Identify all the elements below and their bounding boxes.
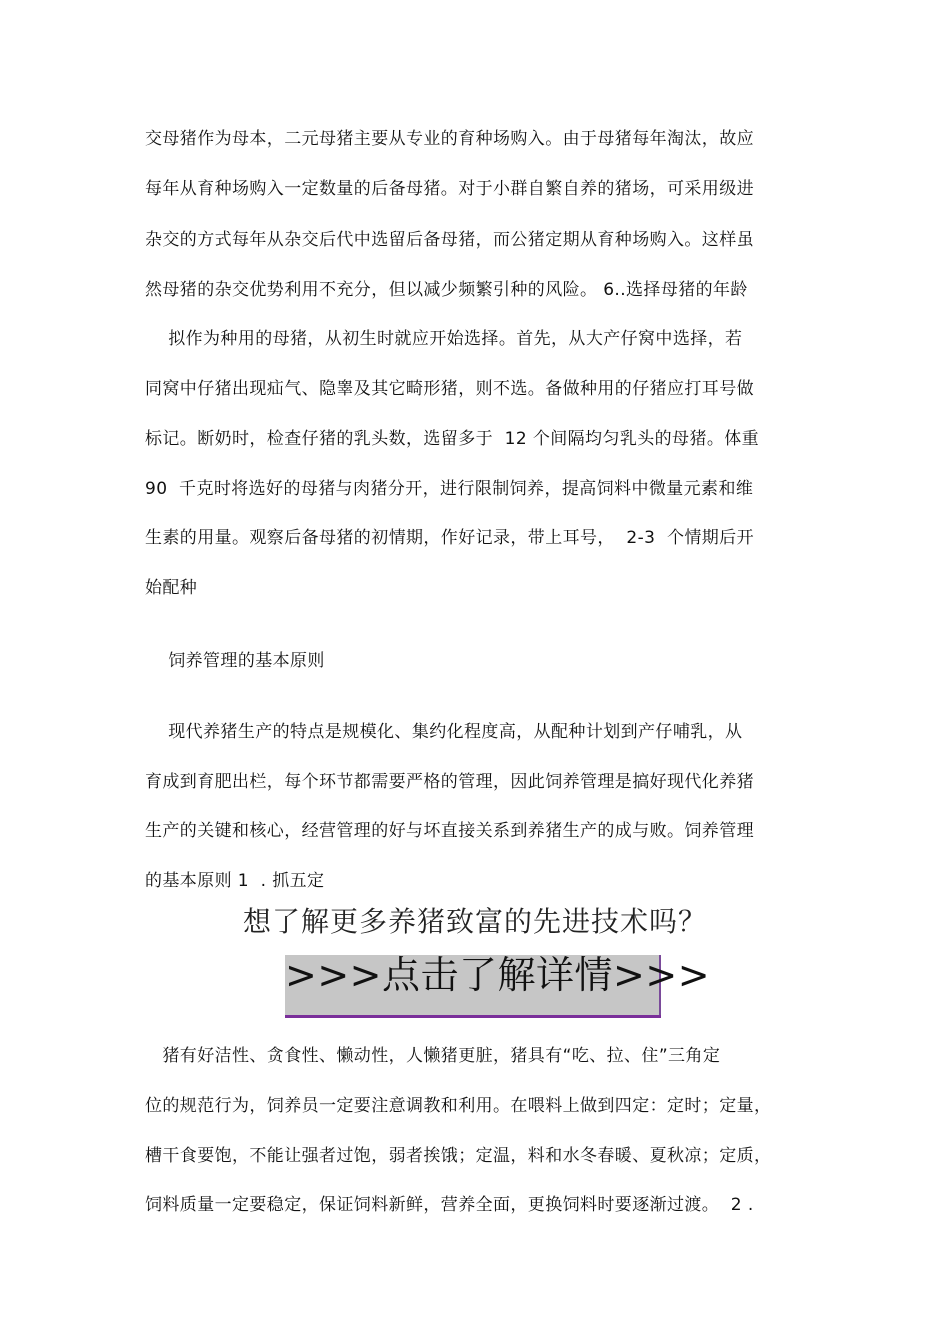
- paragraph-2-line-2: 同窝中仔猪出现疝气、隐睾及其它畸形猪，则不选。备做种用的仔猪应打耳号做: [145, 379, 754, 399]
- promo-underline: [285, 1015, 661, 1018]
- learn-more-button[interactable]: [285, 953, 711, 1017]
- paragraph-2-line-5: 生素的用量。观察后备母猪的初情期，作好记录，带上耳号， 2-3 个情期后开: [145, 528, 754, 548]
- paragraph-4-line-4: 饲料质量一定要稳定，保证饲料新鲜，营养全面，更换饲料时要逐渐过渡。 2 .: [145, 1195, 754, 1215]
- paragraph-4-line-2: 位的规范行为，饲养员一定要注意调教和利用。在喂料上做到四定：定时；定量，: [145, 1096, 772, 1116]
- promo-title: 想了解更多养猪致富的先进技术吗？: [242, 905, 707, 938]
- section-heading: 饲养管理的基本原则: [145, 651, 325, 671]
- paragraph-3-line-1: 现代养猪生产的特点是规模化、集约化程度高，从配种计划到产仔哺乳，从: [145, 722, 743, 742]
- paragraph-3-line-4: 的基本原则 1 . 抓五定: [145, 871, 325, 891]
- paragraph-2-line-1: 拟作为种用的母猪，从初生时就应开始选择。首先，从大产仔窝中选择，若: [145, 329, 743, 349]
- paragraph-2-line-4: 90 千克时将选好的母猪与肉猪分开，进行限制饲养，提高饲料中微量元素和维: [145, 479, 754, 499]
- paragraph-1-line-3: 杂交的方式每年从杂交后代中选留后备母猪，而公猪定期从育种场购入。这样虽: [145, 230, 754, 250]
- paragraph-1-line-2: 每年从育种场购入一定数量的后备母猪。对于小群自繁自养的猪场，可采用级进: [145, 179, 754, 199]
- paragraph-2-line-3: 标记。断奶时，检查仔猪的乳头数，选留多于 12 个间隔均匀乳头的母猪。体重: [145, 429, 760, 449]
- paragraph-1-line-4: 然母猪的杂交优势利用不充分，但以减少频繁引种的风险。 6..选择母猪的年龄: [145, 280, 748, 300]
- paragraph-3-line-3: 生产的关键和核心，经营管理的好与坏直接关系到养猪生产的成与败。饲养管理: [145, 821, 754, 841]
- paragraph-2-line-6: 始配种: [145, 578, 198, 598]
- paragraph-4-line-3: 槽干食要饱，不能让强者过饱，弱者挨饿；定温，料和水冬春暖、夏秋凉；定质，: [145, 1146, 772, 1166]
- paragraph-4-line-1: 猪有好洁性、贪食性、懒动性，人懒猪更脏，猪具有“吃、拉、住”三角定: [145, 1046, 721, 1066]
- learn-more-button-label: >>>点击了解详情>>>: [285, 953, 711, 997]
- paragraph-3-line-2: 育成到育肥出栏，每个环节都需要严格的管理，因此饲养管理是搞好现代化养猪: [145, 772, 754, 792]
- paragraph-1-line-1: 交母猪作为母本，二元母猪主要从专业的育种场购入。由于母猪每年淘汰，故应: [145, 129, 754, 149]
